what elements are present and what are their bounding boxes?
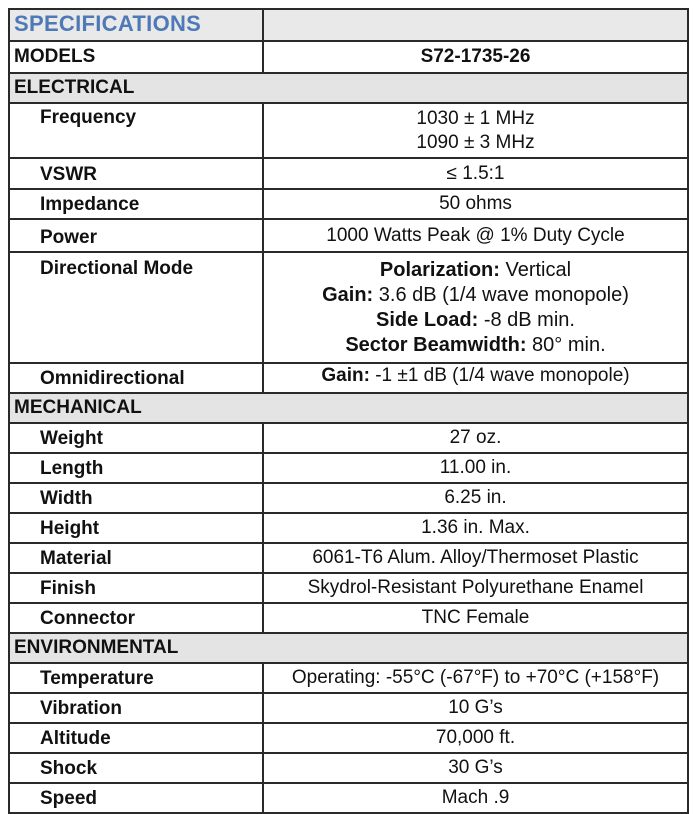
title-cell: [9, 9, 263, 41]
spec-value: 50 ohms: [263, 189, 688, 219]
spec-value: 6061-T6 Alum. Alloy/Thermoset Plastic: [263, 543, 688, 573]
spec-value: 10 G’s: [263, 693, 688, 723]
specifications-table: [8, 8, 689, 814]
spec-label: Finish: [9, 573, 263, 603]
spec-row-omnidirectional: [9, 363, 688, 393]
polarization-line: [264, 258, 687, 283]
section-heading-electrical: ELECTRICAL: [9, 73, 688, 103]
spec-value: Skydrol-Resistant Polyurethane Enamel: [263, 573, 688, 603]
section-heading-environmental: ENVIRONMENTAL: [9, 633, 688, 663]
page-title: SPECIFICATIONS: [14, 11, 202, 36]
spec-label: Vibration: [9, 693, 263, 723]
spec-label: VSWR: [9, 158, 263, 189]
spec-label: Speed: [9, 783, 263, 813]
spec-sheet: [8, 8, 687, 814]
spec-label: Temperature: [9, 663, 263, 693]
models-value: S72-1735-26: [263, 41, 688, 73]
title-row: [9, 9, 688, 41]
side-load-key: Side Load:: [376, 308, 479, 331]
spec-row-altitude: [9, 723, 688, 753]
polarization-key: Polarization:: [379, 258, 500, 281]
spec-row-vswr: [9, 158, 688, 189]
spec-label: Height: [9, 513, 263, 543]
spec-label: Power: [9, 219, 263, 252]
frequency-value-1: 1030 ± 1 MHz: [416, 107, 535, 129]
spec-value: [263, 252, 688, 363]
spec-label: Directional Mode: [9, 252, 263, 363]
spec-row-frequency: [9, 103, 688, 158]
spec-row-finish: [9, 573, 688, 603]
spec-value: 70,000 ft.: [263, 723, 688, 753]
spec-value: 11.00 in.: [263, 453, 688, 483]
spec-row-directional-mode: [9, 252, 688, 363]
spec-row-height: [9, 513, 688, 543]
omni-gain-key: Gain:: [321, 365, 370, 386]
spec-value: [263, 103, 688, 158]
side-load-line: [264, 308, 687, 333]
spec-label: Frequency: [9, 103, 263, 158]
beamwidth-key: Sector Beamwidth:: [345, 333, 527, 356]
spec-value: [263, 363, 688, 393]
omni-gain-value: -1 ±1 dB (1/4 wave monopole): [369, 365, 630, 386]
spec-row-width: [9, 483, 688, 513]
spec-label: Altitude: [9, 723, 263, 753]
gain-value: 3.6 dB (1/4 wave monopole): [373, 283, 629, 306]
title-blank-cell: [263, 9, 688, 41]
spec-label: Shock: [9, 753, 263, 783]
spec-label: Weight: [9, 423, 263, 453]
spec-label: Connector: [9, 603, 263, 633]
spec-value: 1.36 in. Max.: [263, 513, 688, 543]
models-label: MODELS: [9, 41, 263, 73]
spec-row-impedance: [9, 189, 688, 219]
gain-key: Gain:: [322, 283, 374, 306]
section-heading-mechanical: MECHANICAL: [9, 393, 688, 423]
spec-value: Operating: -55°C (-67°F) to +70°C (+158°F): [263, 663, 688, 693]
spec-label: Width: [9, 483, 263, 513]
spec-row-power: [9, 219, 688, 252]
section-environmental: [9, 633, 688, 663]
spec-value: TNC Female: [263, 603, 688, 633]
spec-row-temperature: [9, 663, 688, 693]
beamwidth-value: 80° min.: [526, 333, 606, 356]
section-electrical: [9, 73, 688, 103]
spec-value: 1000 Watts Peak @ 1% Duty Cycle: [263, 219, 688, 252]
spec-label: Omnidirectional: [9, 363, 263, 393]
gain-line: [264, 283, 687, 308]
side-load-value: -8 dB min.: [478, 308, 575, 331]
spec-row-vibration: [9, 693, 688, 723]
spec-label: Length: [9, 453, 263, 483]
spec-row-material: [9, 543, 688, 573]
spec-row-shock: [9, 753, 688, 783]
spec-label: Impedance: [9, 189, 263, 219]
spec-row-weight: [9, 423, 688, 453]
spec-label: Material: [9, 543, 263, 573]
models-row: [9, 41, 688, 73]
frequency-value-2: 1090 ± 3 MHz: [416, 131, 535, 153]
spec-value: ≤ 1.5:1: [263, 158, 688, 189]
section-mechanical: [9, 393, 688, 423]
spec-row-connector: [9, 603, 688, 633]
spec-value: 27 oz.: [263, 423, 688, 453]
beamwidth-line: [264, 333, 687, 358]
spec-value: Mach .9: [263, 783, 688, 813]
spec-value: 6.25 in.: [263, 483, 688, 513]
spec-value: 30 G’s: [263, 753, 688, 783]
spec-row-length: [9, 453, 688, 483]
spec-row-speed: [9, 783, 688, 813]
polarization-value: Vertical: [499, 258, 572, 281]
